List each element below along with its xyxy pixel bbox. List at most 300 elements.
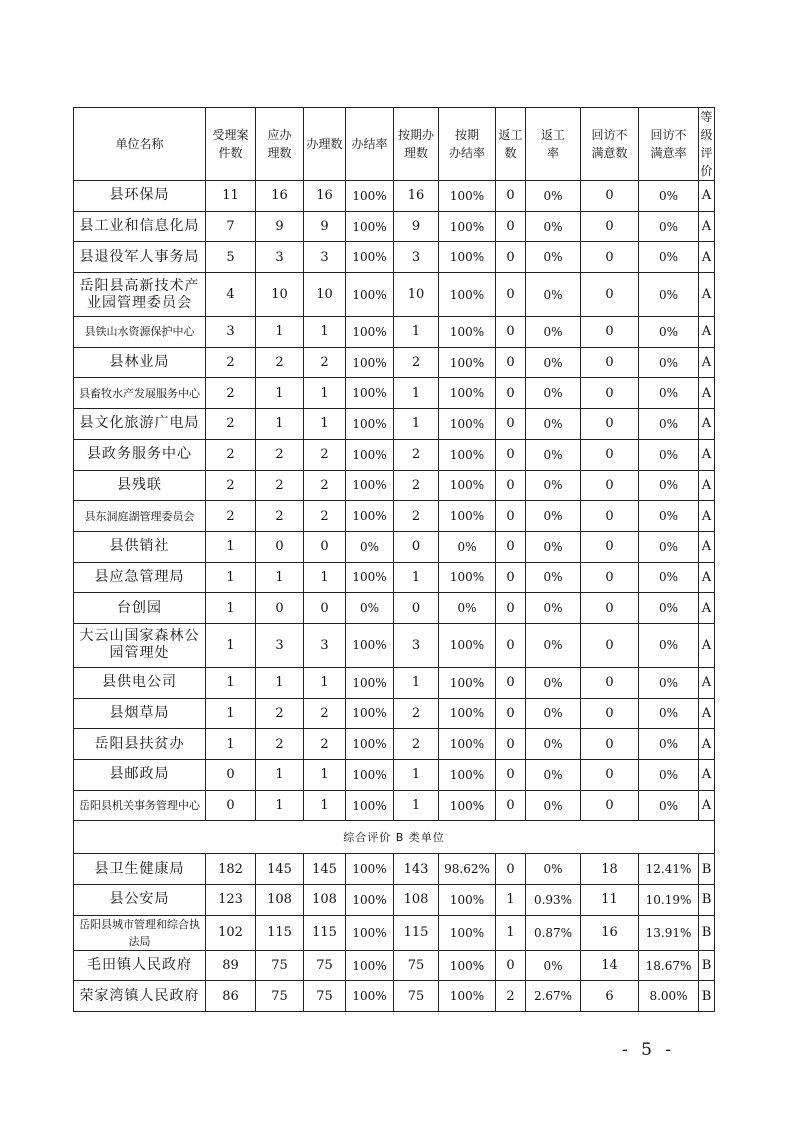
header-line-1: 应办 bbox=[267, 128, 292, 142]
due-count-cell: 2 bbox=[256, 439, 304, 470]
dissatisfied-count-cell: 0 bbox=[581, 698, 639, 729]
table-row bbox=[74, 317, 715, 348]
grade-cell: A bbox=[699, 242, 715, 273]
handled-count-cell: 0 bbox=[304, 531, 346, 562]
table-row bbox=[74, 501, 715, 532]
on-time-rate-cell: 100% bbox=[439, 211, 496, 242]
evaluation-table bbox=[73, 107, 715, 1012]
header-line-1: 回访不 bbox=[650, 128, 687, 142]
rework-rate-cell: 0% bbox=[526, 698, 581, 729]
on-time-count-cell: 1 bbox=[394, 790, 439, 821]
due-count-cell: 1 bbox=[256, 760, 304, 791]
dissatisfied-rate-cell: 0% bbox=[639, 242, 699, 273]
header-line-1: 办理数 bbox=[306, 137, 343, 151]
rework-rate-cell: 0% bbox=[526, 593, 581, 624]
handled-count-cell: 1 bbox=[304, 562, 346, 593]
table-row bbox=[74, 981, 715, 1012]
dissatisfied-rate-cell: 0% bbox=[639, 501, 699, 532]
rework-count-cell: 0 bbox=[496, 378, 526, 409]
unit-name-cell: 大云山国家森林公园管理处 bbox=[74, 623, 206, 667]
table-row bbox=[74, 211, 715, 242]
completion-rate-cell: 100% bbox=[346, 347, 394, 378]
due-count-cell: 2 bbox=[256, 347, 304, 378]
on-time-rate-cell: 100% bbox=[439, 470, 496, 501]
unit-name-cell: 岳阳县扶贫办 bbox=[74, 729, 206, 760]
handled-count-cell: 1 bbox=[304, 378, 346, 409]
accepted-count-cell: 1 bbox=[206, 531, 256, 562]
on-time-rate-cell: 0% bbox=[439, 531, 496, 562]
on-time-count-cell: 1 bbox=[394, 317, 439, 348]
header-line-2: 满意率 bbox=[650, 146, 687, 160]
dissatisfied-count-cell: 0 bbox=[581, 790, 639, 821]
due-count-cell: 2 bbox=[256, 698, 304, 729]
header-on-time-rate bbox=[439, 108, 496, 181]
unit-name-cell: 县残联 bbox=[74, 470, 206, 501]
accepted-count-cell: 2 bbox=[206, 409, 256, 440]
header-line-1: 回访不 bbox=[591, 128, 628, 142]
grade-cell: A bbox=[699, 562, 715, 593]
accepted-count-cell: 89 bbox=[206, 950, 256, 981]
completion-rate-cell: 100% bbox=[346, 242, 394, 273]
on-time-count-cell: 75 bbox=[394, 981, 439, 1012]
due-count-cell: 75 bbox=[256, 981, 304, 1012]
dissatisfied-count-cell: 0 bbox=[581, 531, 639, 562]
header-line-2: 数 bbox=[504, 146, 517, 160]
handled-count-cell: 9 bbox=[304, 211, 346, 242]
accepted-count-cell: 123 bbox=[206, 885, 256, 916]
accepted-count-cell: 86 bbox=[206, 981, 256, 1012]
due-count-cell: 1 bbox=[256, 378, 304, 409]
table-row bbox=[74, 885, 715, 916]
on-time-count-cell: 1 bbox=[394, 667, 439, 698]
header-line-2: 率 bbox=[546, 146, 559, 160]
dissatisfied-rate-cell: 0% bbox=[639, 667, 699, 698]
table-row bbox=[74, 181, 715, 212]
accepted-count-cell: 4 bbox=[206, 273, 256, 317]
on-time-rate-cell: 0% bbox=[439, 593, 496, 624]
grade-cell: A bbox=[699, 698, 715, 729]
on-time-count-cell: 1 bbox=[394, 409, 439, 440]
on-time-count-cell: 2 bbox=[394, 729, 439, 760]
header-line-1: 返工 bbox=[540, 128, 565, 142]
grade-cell: A bbox=[699, 501, 715, 532]
header-rework-rate bbox=[526, 108, 581, 181]
accepted-count-cell: 1 bbox=[206, 698, 256, 729]
completion-rate-cell: 0% bbox=[346, 593, 394, 624]
completion-rate-cell: 100% bbox=[346, 790, 394, 821]
on-time-count-cell: 115 bbox=[394, 915, 439, 950]
rework-rate-cell: 0.93% bbox=[526, 885, 581, 916]
grade-cell: A bbox=[699, 181, 715, 212]
due-count-cell: 1 bbox=[256, 790, 304, 821]
unit-name-cell: 县烟草局 bbox=[74, 698, 206, 729]
dissatisfied-count-cell: 0 bbox=[581, 211, 639, 242]
table-row bbox=[74, 409, 715, 440]
header-unit-name bbox=[74, 108, 206, 181]
rework-count-cell: 0 bbox=[496, 470, 526, 501]
due-count-cell: 75 bbox=[256, 950, 304, 981]
rework-rate-cell: 0% bbox=[526, 242, 581, 273]
dissatisfied-rate-cell: 0% bbox=[639, 409, 699, 440]
rework-rate-cell: 2.67% bbox=[526, 981, 581, 1012]
on-time-count-cell: 3 bbox=[394, 623, 439, 667]
table-row bbox=[74, 950, 715, 981]
table-row bbox=[74, 347, 715, 378]
handled-count-cell: 2 bbox=[304, 698, 346, 729]
rework-rate-cell: 0% bbox=[526, 181, 581, 212]
rework-count-cell: 0 bbox=[496, 790, 526, 821]
handled-count-cell: 0 bbox=[304, 593, 346, 624]
completion-rate-cell: 100% bbox=[346, 729, 394, 760]
on-time-rate-cell: 100% bbox=[439, 242, 496, 273]
header-on-time-count bbox=[394, 108, 439, 181]
accepted-count-cell: 1 bbox=[206, 729, 256, 760]
rework-count-cell: 2 bbox=[496, 981, 526, 1012]
rework-rate-cell: 0% bbox=[526, 211, 581, 242]
rework-count-cell: 0 bbox=[496, 623, 526, 667]
header-line-2: 件数 bbox=[218, 146, 243, 160]
rework-rate-cell: 0% bbox=[526, 729, 581, 760]
on-time-count-cell: 3 bbox=[394, 242, 439, 273]
dissatisfied-count-cell: 0 bbox=[581, 623, 639, 667]
unit-name-cell: 县畜牧水产发展服务中心 bbox=[74, 378, 206, 409]
on-time-count-cell: 108 bbox=[394, 885, 439, 916]
dissatisfied-count-cell: 14 bbox=[581, 950, 639, 981]
on-time-rate-cell: 100% bbox=[439, 378, 496, 409]
completion-rate-cell: 100% bbox=[346, 885, 394, 916]
unit-name-cell: 县文化旅游广电局 bbox=[74, 409, 206, 440]
handled-count-cell: 3 bbox=[304, 242, 346, 273]
grade-cell: B bbox=[699, 950, 715, 981]
on-time-rate-cell: 100% bbox=[439, 981, 496, 1012]
on-time-count-cell: 1 bbox=[394, 378, 439, 409]
accepted-count-cell: 1 bbox=[206, 667, 256, 698]
rework-rate-cell: 0% bbox=[526, 562, 581, 593]
grade-cell: B bbox=[699, 885, 715, 916]
rework-count-cell: 0 bbox=[496, 409, 526, 440]
due-count-cell: 3 bbox=[256, 623, 304, 667]
dissatisfied-rate-cell: 0% bbox=[639, 273, 699, 317]
grade-cell: B bbox=[699, 854, 715, 885]
grade-cell: A bbox=[699, 273, 715, 317]
dissatisfied-rate-cell: 12.41% bbox=[639, 854, 699, 885]
due-count-cell: 16 bbox=[256, 181, 304, 212]
dissatisfied-rate-cell: 13.91% bbox=[639, 915, 699, 950]
dissatisfied-rate-cell: 0% bbox=[639, 729, 699, 760]
table-row bbox=[74, 531, 715, 562]
rework-rate-cell: 0% bbox=[526, 623, 581, 667]
dissatisfied-count-cell: 0 bbox=[581, 409, 639, 440]
dissatisfied-count-cell: 0 bbox=[581, 273, 639, 317]
rework-rate-cell: 0% bbox=[526, 854, 581, 885]
table-row bbox=[74, 439, 715, 470]
grade-cell: B bbox=[699, 981, 715, 1012]
on-time-count-cell: 2 bbox=[394, 501, 439, 532]
header-due-count bbox=[256, 108, 304, 181]
dissatisfied-rate-cell: 0% bbox=[639, 181, 699, 212]
unit-name-cell: 县公安局 bbox=[74, 885, 206, 916]
on-time-rate-cell: 100% bbox=[439, 667, 496, 698]
dissatisfied-rate-cell: 0% bbox=[639, 698, 699, 729]
unit-name-cell: 台创园 bbox=[74, 593, 206, 624]
rework-count-cell: 0 bbox=[496, 950, 526, 981]
due-count-cell: 115 bbox=[256, 915, 304, 950]
handled-count-cell: 75 bbox=[304, 981, 346, 1012]
accepted-count-cell: 7 bbox=[206, 211, 256, 242]
rework-count-cell: 0 bbox=[496, 242, 526, 273]
table-row bbox=[74, 760, 715, 791]
dissatisfied-rate-cell: 0% bbox=[639, 531, 699, 562]
handled-count-cell: 1 bbox=[304, 667, 346, 698]
header-dissatisfied-count bbox=[581, 108, 639, 181]
completion-rate-cell: 100% bbox=[346, 854, 394, 885]
unit-name-cell: 岳阳县城市管理和综合执法局 bbox=[74, 915, 206, 950]
header-line-2: 理数 bbox=[267, 146, 292, 160]
unit-name-cell: 岳阳县高新技术产业园管理委员会 bbox=[74, 273, 206, 317]
completion-rate-cell: 100% bbox=[346, 378, 394, 409]
dissatisfied-count-cell: 0 bbox=[581, 378, 639, 409]
rework-count-cell: 0 bbox=[496, 667, 526, 698]
unit-name-cell: 县卫生健康局 bbox=[74, 854, 206, 885]
accepted-count-cell: 1 bbox=[206, 562, 256, 593]
dissatisfied-rate-cell: 10.19% bbox=[639, 885, 699, 916]
dissatisfied-rate-cell: 0% bbox=[639, 439, 699, 470]
section-b-header-row bbox=[74, 821, 715, 854]
on-time-rate-cell: 100% bbox=[439, 790, 496, 821]
header-handled-count bbox=[304, 108, 346, 181]
rework-count-cell: 0 bbox=[496, 273, 526, 317]
completion-rate-cell: 100% bbox=[346, 981, 394, 1012]
on-time-rate-cell: 100% bbox=[439, 760, 496, 791]
rework-count-cell: 0 bbox=[496, 181, 526, 212]
handled-count-cell: 115 bbox=[304, 915, 346, 950]
completion-rate-cell: 100% bbox=[346, 317, 394, 348]
grade-cell: A bbox=[699, 470, 715, 501]
rework-count-cell: 1 bbox=[496, 915, 526, 950]
rework-count-cell: 0 bbox=[496, 439, 526, 470]
grade-cell: A bbox=[699, 790, 715, 821]
due-count-cell: 1 bbox=[256, 562, 304, 593]
on-time-rate-cell: 100% bbox=[439, 439, 496, 470]
dissatisfied-count-cell: 11 bbox=[581, 885, 639, 916]
rework-count-cell: 0 bbox=[496, 593, 526, 624]
due-count-cell: 9 bbox=[256, 211, 304, 242]
completion-rate-cell: 100% bbox=[346, 181, 394, 212]
completion-rate-cell: 0% bbox=[346, 531, 394, 562]
dissatisfied-rate-cell: 0% bbox=[639, 562, 699, 593]
header-rework-count bbox=[496, 108, 526, 181]
on-time-rate-cell: 100% bbox=[439, 562, 496, 593]
completion-rate-cell: 100% bbox=[346, 562, 394, 593]
dissatisfied-count-cell: 0 bbox=[581, 593, 639, 624]
on-time-rate-cell: 100% bbox=[439, 347, 496, 378]
handled-count-cell: 16 bbox=[304, 181, 346, 212]
unit-name-cell: 县供电公司 bbox=[74, 667, 206, 698]
grade-cell: A bbox=[699, 378, 715, 409]
dissatisfied-count-cell: 0 bbox=[581, 729, 639, 760]
unit-name-cell: 县邮政局 bbox=[74, 760, 206, 791]
header-line-1: 返工 bbox=[498, 128, 523, 142]
handled-count-cell: 2 bbox=[304, 501, 346, 532]
on-time-count-cell: 9 bbox=[394, 211, 439, 242]
due-count-cell: 1 bbox=[256, 317, 304, 348]
unit-name-cell: 荣家湾镇人民政府 bbox=[74, 981, 206, 1012]
dissatisfied-rate-cell: 0% bbox=[639, 378, 699, 409]
handled-count-cell: 2 bbox=[304, 439, 346, 470]
completion-rate-cell: 100% bbox=[346, 667, 394, 698]
dissatisfied-rate-cell: 8.00% bbox=[639, 981, 699, 1012]
on-time-count-cell: 16 bbox=[394, 181, 439, 212]
due-count-cell: 0 bbox=[256, 593, 304, 624]
accepted-count-cell: 11 bbox=[206, 181, 256, 212]
dissatisfied-count-cell: 0 bbox=[581, 667, 639, 698]
accepted-count-cell: 2 bbox=[206, 501, 256, 532]
header-line-2: 满意数 bbox=[591, 146, 628, 160]
due-count-cell: 145 bbox=[256, 854, 304, 885]
table-row bbox=[74, 593, 715, 624]
dissatisfied-count-cell: 0 bbox=[581, 470, 639, 501]
header-line-2: 理数 bbox=[403, 146, 428, 160]
dissatisfied-rate-cell: 18.67% bbox=[639, 950, 699, 981]
unit-name-cell: 县政务服务中心 bbox=[74, 439, 206, 470]
on-time-count-cell: 1 bbox=[394, 562, 439, 593]
rework-rate-cell: 0% bbox=[526, 317, 581, 348]
table-row bbox=[74, 378, 715, 409]
unit-name-cell: 县铁山水资源保护中心 bbox=[74, 317, 206, 348]
handled-count-cell: 2 bbox=[304, 347, 346, 378]
completion-rate-cell: 100% bbox=[346, 698, 394, 729]
dissatisfied-count-cell: 0 bbox=[581, 317, 639, 348]
handled-count-cell: 2 bbox=[304, 729, 346, 760]
completion-rate-cell: 100% bbox=[346, 915, 394, 950]
rework-count-cell: 0 bbox=[496, 211, 526, 242]
unit-name-cell: 县环保局 bbox=[74, 181, 206, 212]
rework-count-cell: 0 bbox=[496, 729, 526, 760]
due-count-cell: 0 bbox=[256, 531, 304, 562]
header-dissatisfied-rate bbox=[639, 108, 699, 181]
table-row bbox=[74, 698, 715, 729]
grade-cell: A bbox=[699, 439, 715, 470]
dissatisfied-count-cell: 0 bbox=[581, 242, 639, 273]
handled-count-cell: 1 bbox=[304, 409, 346, 440]
table-row bbox=[74, 470, 715, 501]
accepted-count-cell: 1 bbox=[206, 623, 256, 667]
handled-count-cell: 2 bbox=[304, 470, 346, 501]
accepted-count-cell: 182 bbox=[206, 854, 256, 885]
page-number: - 5 - bbox=[622, 1040, 676, 1060]
table-row bbox=[74, 623, 715, 667]
table-row bbox=[74, 242, 715, 273]
grade-cell: A bbox=[699, 667, 715, 698]
rework-count-cell: 0 bbox=[496, 347, 526, 378]
completion-rate-cell: 100% bbox=[346, 501, 394, 532]
rework-count-cell: 0 bbox=[496, 562, 526, 593]
unit-name-cell: 县东洞庭湖管理委员会 bbox=[74, 501, 206, 532]
header-row bbox=[74, 108, 715, 181]
grade-cell: A bbox=[699, 531, 715, 562]
dissatisfied-rate-cell: 0% bbox=[639, 623, 699, 667]
dissatisfied-rate-cell: 0% bbox=[639, 317, 699, 348]
dissatisfied-count-cell: 16 bbox=[581, 915, 639, 950]
on-time-rate-cell: 100% bbox=[439, 950, 496, 981]
handled-count-cell: 1 bbox=[304, 790, 346, 821]
table-row bbox=[74, 667, 715, 698]
due-count-cell: 2 bbox=[256, 470, 304, 501]
accepted-count-cell: 3 bbox=[206, 317, 256, 348]
on-time-count-cell: 2 bbox=[394, 470, 439, 501]
on-time-count-cell: 2 bbox=[394, 439, 439, 470]
on-time-rate-cell: 100% bbox=[439, 501, 496, 532]
header-grade bbox=[699, 108, 715, 181]
on-time-rate-cell: 100% bbox=[439, 885, 496, 916]
grade-cell: A bbox=[699, 760, 715, 791]
rework-count-cell: 0 bbox=[496, 698, 526, 729]
handled-count-cell: 145 bbox=[304, 854, 346, 885]
rework-rate-cell: 0.87% bbox=[526, 915, 581, 950]
table-row bbox=[74, 729, 715, 760]
grade-cell: A bbox=[699, 347, 715, 378]
handled-count-cell: 75 bbox=[304, 950, 346, 981]
header-line-2: 评价 bbox=[700, 146, 713, 178]
grade-cell: B bbox=[699, 915, 715, 950]
on-time-rate-cell: 98.62% bbox=[439, 854, 496, 885]
on-time-count-cell: 143 bbox=[394, 854, 439, 885]
rework-rate-cell: 0% bbox=[526, 667, 581, 698]
rework-rate-cell: 0% bbox=[526, 273, 581, 317]
on-time-count-cell: 2 bbox=[394, 698, 439, 729]
completion-rate-cell: 100% bbox=[346, 409, 394, 440]
completion-rate-cell: 100% bbox=[346, 439, 394, 470]
completion-rate-cell: 100% bbox=[346, 950, 394, 981]
completion-rate-cell: 100% bbox=[346, 623, 394, 667]
table-row bbox=[74, 273, 715, 317]
grade-cell: A bbox=[699, 729, 715, 760]
completion-rate-cell: 100% bbox=[346, 470, 394, 501]
on-time-rate-cell: 100% bbox=[439, 273, 496, 317]
handled-count-cell: 108 bbox=[304, 885, 346, 916]
accepted-count-cell: 2 bbox=[206, 470, 256, 501]
unit-name-cell: 毛田镇人民政府 bbox=[74, 950, 206, 981]
accepted-count-cell: 2 bbox=[206, 378, 256, 409]
on-time-rate-cell: 100% bbox=[439, 623, 496, 667]
unit-name-cell: 岳阳县机关事务管理中心 bbox=[74, 790, 206, 821]
on-time-count-cell: 0 bbox=[394, 593, 439, 624]
on-time-count-cell: 0 bbox=[394, 531, 439, 562]
table-row bbox=[74, 854, 715, 885]
completion-rate-cell: 100% bbox=[346, 760, 394, 791]
header-line-1: 办结率 bbox=[351, 137, 388, 151]
due-count-cell: 1 bbox=[256, 667, 304, 698]
due-count-cell: 10 bbox=[256, 273, 304, 317]
handled-count-cell: 1 bbox=[304, 317, 346, 348]
grade-cell: A bbox=[699, 211, 715, 242]
table-row bbox=[74, 915, 715, 950]
dissatisfied-count-cell: 0 bbox=[581, 501, 639, 532]
rework-count-cell: 0 bbox=[496, 760, 526, 791]
accepted-count-cell: 5 bbox=[206, 242, 256, 273]
section-b-title: 综合评价 B 类单位 bbox=[74, 821, 715, 854]
rework-count-cell: 1 bbox=[496, 885, 526, 916]
dissatisfied-rate-cell: 0% bbox=[639, 790, 699, 821]
on-time-rate-cell: 100% bbox=[439, 409, 496, 440]
on-time-count-cell: 2 bbox=[394, 347, 439, 378]
unit-name-cell: 县工业和信息化局 bbox=[74, 211, 206, 242]
on-time-rate-cell: 100% bbox=[439, 729, 496, 760]
header-line-1: 受理案 bbox=[212, 128, 249, 142]
unit-name-cell: 县供销社 bbox=[74, 531, 206, 562]
header-line-2: 办结率 bbox=[448, 146, 485, 160]
accepted-count-cell: 1 bbox=[206, 593, 256, 624]
